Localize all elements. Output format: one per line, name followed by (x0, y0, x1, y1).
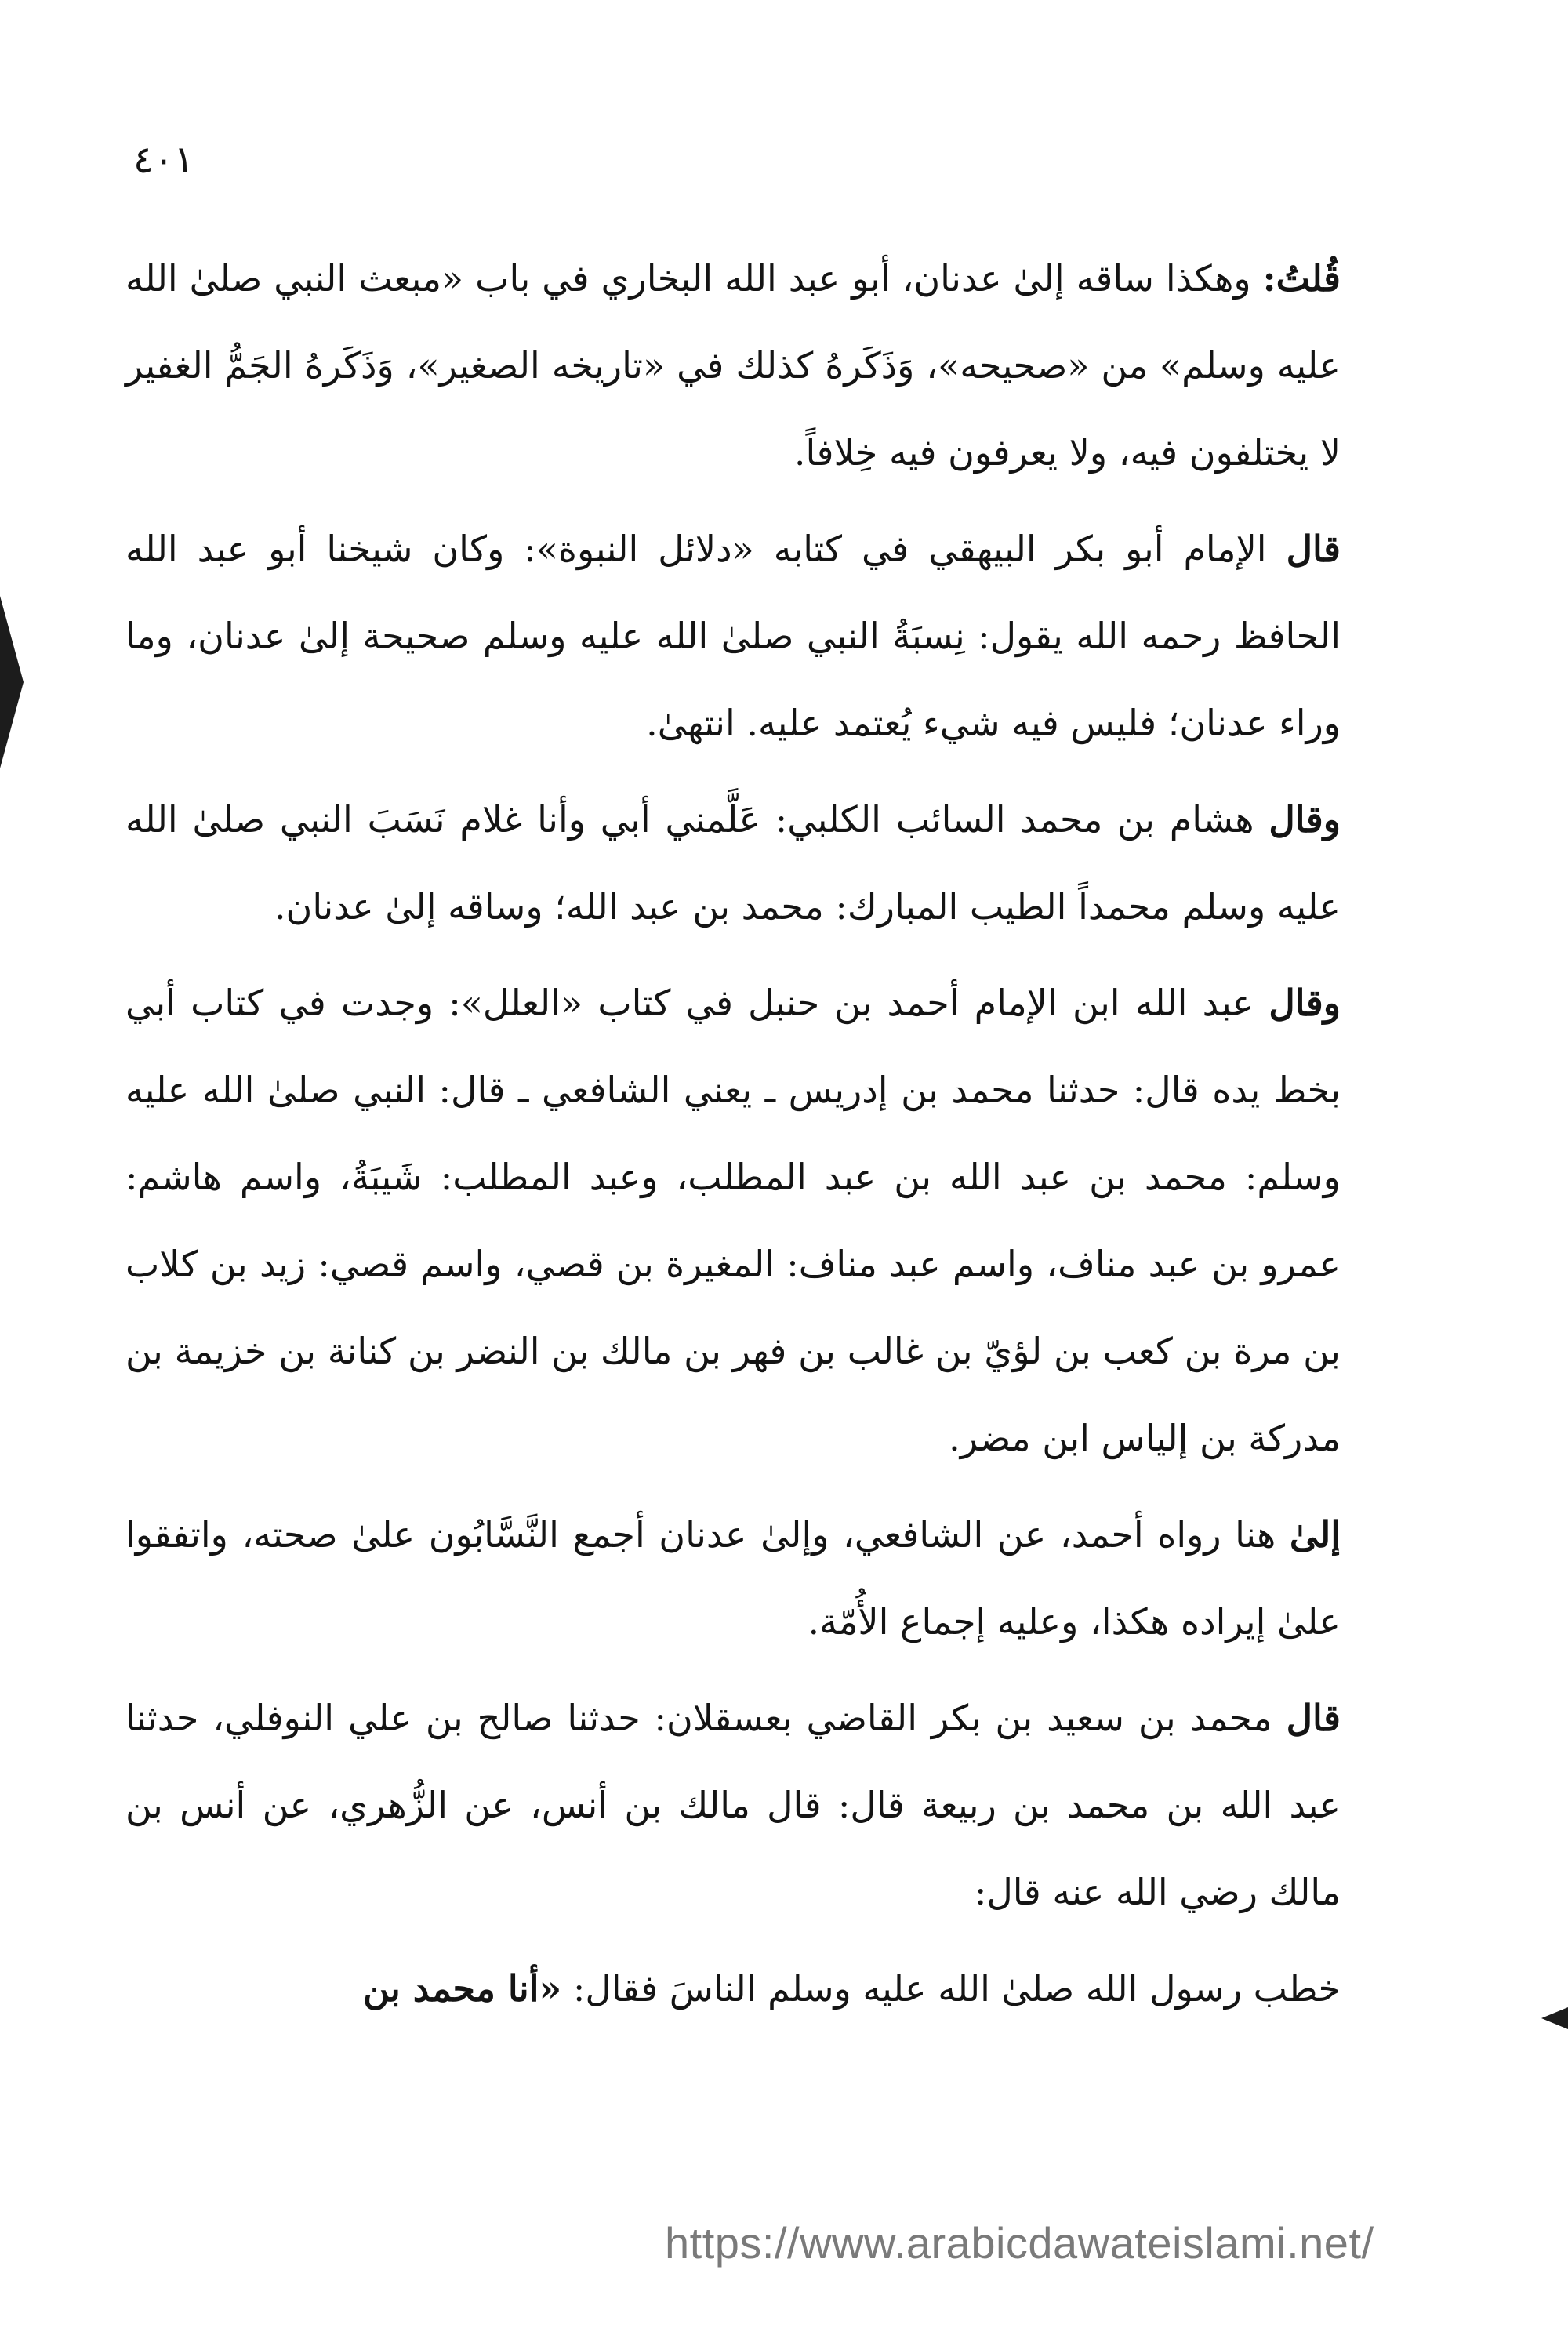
scan-edge-mark (1541, 2007, 1568, 2029)
paragraph (125, 776, 1341, 950)
paragraph-text: محمد بن سعيد بن بكر القاضي بعسقلان: حدثنا صالح بن علي النوفلي، حدثنا عبد الله بن محمد بن ربيعة قال: قال مالك بن أنس، عن الزُّهري، عن أنس بن مالك رضي الله عنه قال: (125, 1697, 1341, 1913)
paragraph-lead: قُلتُ: (1262, 257, 1341, 300)
paragraph-lead: وقال (1269, 798, 1341, 841)
paragraph-text: وهكذا ساقه إلىٰ عدنان، أبو عبد الله البخاري في باب «مبعث النبي صلىٰ الله عليه وسلم» من «صحيحه»، وَذَكَرهُ كذلك في «تاريخه الصغير»، وَذَكَرهُ الجَمُّ الغفير لا يختلفون فيه، ولا يعرفون فيه خِلافاً. (125, 257, 1341, 474)
page-number: ٤٠١ (133, 138, 194, 182)
paragraph (125, 1491, 1341, 1665)
paragraph (125, 506, 1341, 767)
paragraph (125, 1675, 1341, 1936)
scan-edge-mark (0, 596, 24, 768)
page-body (125, 235, 1341, 2042)
paragraph-text: عبد الله ابن الإمام أحمد بن حنبل في كتاب «العلل»: وجدت في كتاب أبي بخط يده قال: حدثنا محمد بن إدريس ـ يعني الشافعي ـ قال: النبي صلىٰ الله عليه وسلم: محمد بن عبد الله بن عبد المطلب، وعبد المطلب: شَيبَةُ، واسم هاشم: عمرو بن عبد مناف، واسم عبد مناف: المغيرة بن قصي، واسم قصي: زيد بن كلاب بن مرة بن كعب بن لؤيّ بن غالب بن فهر بن مالك بن النضر بن كنانة بن خزيمة بن مدركة بن إلياس ابن مضر. (125, 982, 1341, 1459)
paragraph-text: هنا رواه أحمد، عن الشافعي، وإلىٰ عدنان أجمع النَّسَّابُون علىٰ صحته، واتفقوا علىٰ إيراده هكذا، وعليه إجماع الأُمّة. (125, 1513, 1341, 1643)
paragraph (125, 235, 1341, 496)
paragraph-lead: قال (1286, 528, 1341, 570)
paragraph-text: الإمام أبو بكر البيهقي في كتابه «دلائل النبوة»: وكان شيخنا أبو عبد الله الحافظ رحمه الله يقول: نِسبَةُ النبي صلىٰ الله عليه وسلم صحيحة إلىٰ عدنان، وما وراء عدنان؛ فليس فيه شيء يُعتمد عليه. انتهىٰ. (125, 528, 1341, 744)
paragraph-lead: وقال (1269, 982, 1341, 1024)
paragraph-text: خطب رسول الله صلىٰ الله عليه وسلم الناسَ فقال: (561, 1967, 1341, 2010)
paragraph-lead: قال (1286, 1697, 1341, 1739)
paragraph (125, 960, 1341, 1482)
paragraph-lead: إلىٰ (1289, 1513, 1341, 1556)
paragraph-text: هشام بن محمد السائب الكلبي: عَلَّمني أبي وأنا غلام نَسَبَ النبي صلىٰ الله عليه وسلم محمداً الطيب المبارك: محمد بن عبد الله؛ وساقه إلىٰ عدنان. (125, 798, 1341, 928)
paragraph (125, 1945, 1341, 2032)
watermark-url: https://www.arabicdawateislami.net/ (665, 2218, 1374, 2268)
paragraph-tail-bold: «أنا محمد بن (362, 1967, 562, 2010)
